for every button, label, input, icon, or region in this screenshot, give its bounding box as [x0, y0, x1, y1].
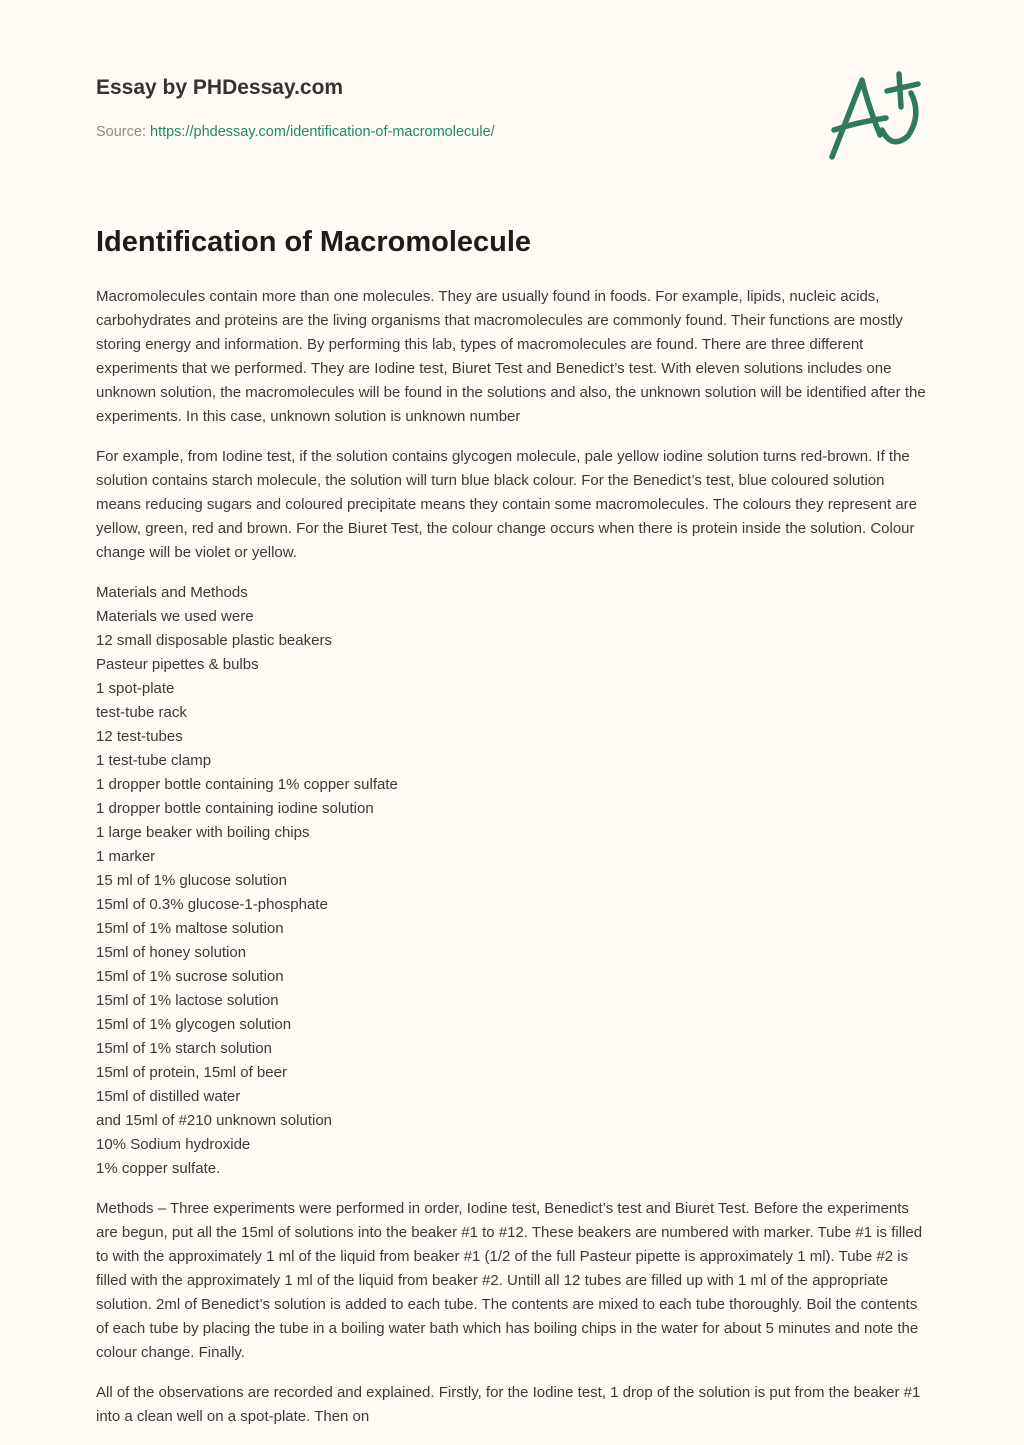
source-line — [96, 124, 495, 140]
material-item: Materials we used were — [96, 608, 254, 625]
material-item: 1 spot-plate — [96, 680, 175, 697]
material-item: 1% copper sulfate. — [96, 1160, 221, 1177]
material-item: 15ml of protein, 15ml of beer — [96, 1064, 287, 1081]
a-plus-logo-icon — [810, 60, 940, 170]
material-item: 10% Sodium hydroxide — [96, 1136, 251, 1153]
material-item: 15ml of 1% maltose solution — [96, 920, 284, 937]
material-item: 15ml of 1% lactose solution — [96, 992, 279, 1009]
paragraph: All of the observations are recorded and explained. Firstly, for the Iodine test, 1 drop of the solution is put from the beaker #1 into a clean well on a spot-plate. Then on — [96, 1384, 921, 1425]
material-item: 1 large beaker with boiling chips — [96, 824, 310, 841]
material-item: 12 test-tubes — [96, 728, 183, 745]
material-item: 15ml of honey solution — [96, 944, 247, 961]
material-item: 1 dropper bottle containing iodine solution — [96, 800, 374, 817]
source-link[interactable]: https://phdessay.com/identification-of-macromolecule/ — [150, 124, 495, 140]
material-item: Pasteur pipettes & bulbs — [96, 656, 259, 673]
material-item: 15ml of 1% sucrose solution — [96, 968, 284, 985]
material-item: 1 test-tube clamp — [96, 752, 212, 769]
materials-list — [96, 581, 932, 1181]
material-item: test-tube rack — [96, 704, 187, 721]
material-item: 1 marker — [96, 848, 156, 865]
material-item: 15ml of 1% glycogen solution — [96, 1016, 292, 1033]
material-item: 15ml of distilled water — [96, 1088, 241, 1105]
paragraph: Methods – Three experiments were performed in order, Iodine test, Benedict’s test and Biuret Test. Before the experiments are begun, put all the 15ml of solutions into the beaker #1 to #12. These beakers are numbered with marker. Tube #1 is filled to with the approximately 1 ml of the liquid from beaker #1 (1/2 of the full Pasteur pipette is approximately 1 ml). Tube #2 is filled with the approximately 1 ml of the liquid from beaker #2. Untill all 12 tubes are filled up with 1 ml of the appropriate solution. 2ml of Benedict’s solution is added to each tube. The contents are mixed to each tube thoroughly. Boil the contents of each tube by placing the tube in a boiling water bath which has boiling chips in the water for about 5 minutes and note the colour change. Finally. — [96, 1200, 923, 1361]
material-item: 12 small disposable plastic beakers — [96, 632, 332, 649]
material-item: Materials and Methods — [96, 584, 248, 601]
material-item: 1 dropper bottle containing 1% copper sulfate — [96, 776, 398, 793]
material-item: 15 ml of 1% glucose solution — [96, 872, 287, 889]
site-brand: Essay by PHDessay.com — [96, 76, 344, 99]
material-item: 15ml of 1% starch solution — [96, 1040, 272, 1057]
material-item: and 15ml of #210 unknown solution — [96, 1112, 333, 1129]
source-label: Source: — [96, 124, 150, 140]
paragraph: For example, from Iodine test, if the solution contains glycogen molecule, pale yellow iodine solution turns red-brown. If the solution contains starch molecule, the solution will turn blue black colour. For the Benedict’s test, blue coloured solution means reducing sugars and coloured precipitate means they contain some macromolecules. The colours they represent are yellow, green, red and brown. For the Biuret Test, the colour change occurs when there is protein inside the solution. Colour change will be violet or yellow. — [96, 448, 917, 561]
paragraph: Macromolecules contain more than one molecules. They are usually found in foods. For example, lipids, nucleic acids, carbohydrates and proteins are the living organisms that macromolecules are commonly found. Their functions are mostly storing energy and information. By performing this lab, types of macromolecules are found. There are three different experiments that we performed. They are Iodine test, Biuret Test and Benedict’s test. With eleven solutions includes one unknown solution, the macromolecules will be found in the solutions and also, the unknown solution will be identified after the experiments. In this case, unknown solution is unknown number — [96, 288, 926, 425]
material-item: 15ml of 0.3% glucose-1-phosphate — [96, 896, 328, 913]
essay-title: Identification of Macromolecule — [96, 226, 532, 258]
essay-body — [96, 285, 932, 1445]
